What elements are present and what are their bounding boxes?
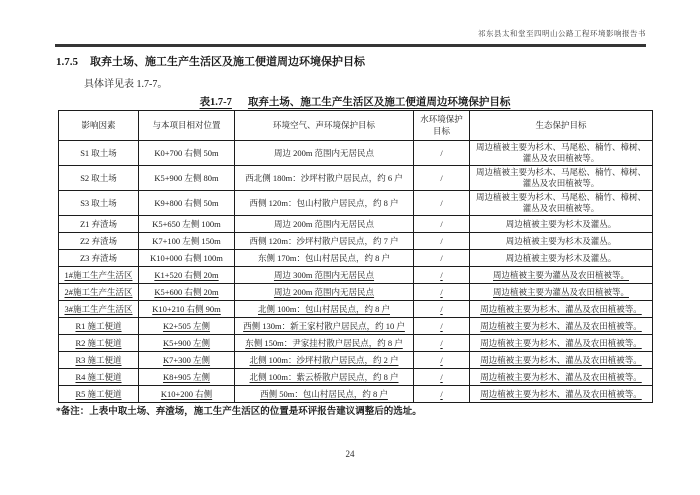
cell-air-noise: 周边 200m 范围内无居民点 <box>235 141 414 166</box>
cell-air-noise: 东侧 170m：包山村居民点，约 8 户 <box>235 250 414 267</box>
cell-air-noise: 西北侧 180m：沙坪村散户居民点，约 6 户 <box>235 166 414 191</box>
cell-factor: S3 取土场 <box>59 191 139 216</box>
table-row <box>59 318 653 335</box>
cell-air-noise: 周边 200m 范围内无居民点 <box>235 284 414 301</box>
cell-factor: S2 取土场 <box>59 166 139 191</box>
cell-ecology: 周边植被主要为杉木、灌丛及农田植被等。 <box>470 352 653 369</box>
cell-air-noise: 周边 200m 范围内无居民点 <box>235 216 414 233</box>
cell-position: K9+800 右侧 50m <box>139 191 235 216</box>
table-row <box>59 301 653 318</box>
cell-air-noise: 北侧 100m：沙坪村散户居民点，约 2 户 <box>235 352 414 369</box>
col-header-factor: 影响因素 <box>59 111 139 141</box>
cell-position: K5+650 左侧 100m <box>139 216 235 233</box>
protection-targets-table <box>58 110 653 403</box>
cell-ecology: 周边植被主要为杉木、灌丛及农田植被等。 <box>470 318 653 335</box>
cell-air-noise: 西侧 120m：沙坪村散户居民点，约 7 户 <box>235 233 414 250</box>
cell-ecology: 周边植被主要为杉木及灌丛。 <box>470 216 653 233</box>
cell-water: / <box>414 386 470 403</box>
cell-water: / <box>414 335 470 352</box>
cell-position: K5+900 左侧 <box>139 335 235 352</box>
table-caption-label: 表1.7-7 <box>199 97 232 108</box>
cell-ecology: 周边植被主要为杉木、灌丛及农田植被等。 <box>470 335 653 352</box>
cell-water: / <box>414 250 470 267</box>
cell-air-noise: 西侧 50m：包山村居民点，约 8 户 <box>235 386 414 403</box>
table-caption <box>58 94 652 109</box>
table-row <box>59 166 653 191</box>
cell-ecology: 周边植被主要为杉木、马尾松、楠竹、樟树、灌丛及农田植被等。 <box>470 166 653 191</box>
cell-water: / <box>414 141 470 166</box>
cell-factor: S1 取土场 <box>59 141 139 166</box>
cell-factor: R2 施工便道 <box>59 335 139 352</box>
cell-ecology: 周边植被主要为杉木、灌丛及农田植被等。 <box>470 369 653 386</box>
cell-factor: 3#施工生产生活区 <box>59 301 139 318</box>
cell-air-noise: 西侧 130m：新王家村散户居民点，约 10 户 <box>235 318 414 335</box>
cell-ecology: 周边植被主要为杉木及灌丛。 <box>470 250 653 267</box>
table-row <box>59 216 653 233</box>
cell-factor: Z2 弃渣场 <box>59 233 139 250</box>
cell-position: K8+905 左侧 <box>139 369 235 386</box>
cell-ecology: 周边植被主要为杉木、马尾松、楠竹、樟树、灌丛及农田植被等。 <box>470 141 653 166</box>
cell-factor: R5 施工便道 <box>59 386 139 403</box>
header-rule <box>55 44 646 47</box>
table-row <box>59 233 653 250</box>
section-number: 1.7.5 <box>56 56 78 68</box>
cell-water: / <box>414 216 470 233</box>
cell-factor: R1 施工便道 <box>59 318 139 335</box>
cell-water: / <box>414 267 470 284</box>
table-header-row <box>59 111 653 141</box>
cell-water: / <box>414 166 470 191</box>
cell-air-noise: 北侧 100m：紫云桥散户居民点，约 8 户 <box>235 369 414 386</box>
table-row <box>59 369 653 386</box>
table-row <box>59 284 653 301</box>
cell-position: K10+200 右侧 <box>139 386 235 403</box>
cell-water: / <box>414 284 470 301</box>
cell-position: K5+600 右侧 20m <box>139 284 235 301</box>
cell-position: K0+700 右侧 50m <box>139 141 235 166</box>
cell-ecology: 周边植被主要为灌丛及农田植被等。 <box>470 284 653 301</box>
running-head: 祁东县太和堂至四明山公路工程环境影响报告书 <box>478 29 646 38</box>
cell-factor: 1#施工生产生活区 <box>59 267 139 284</box>
cell-position: K7+300 左侧 <box>139 352 235 369</box>
cell-position: K2+505 左侧 <box>139 318 235 335</box>
cell-water: / <box>414 191 470 216</box>
col-header-air-noise: 环境空气、声环境保护目标 <box>235 111 414 141</box>
cell-ecology: 周边植被主要为杉木、灌丛及农田植被等。 <box>470 301 653 318</box>
table-row <box>59 191 653 216</box>
cell-water: / <box>414 352 470 369</box>
section-title: 取弃土场、施工生产生活区及施工便道周边环境保护目标 <box>90 56 365 68</box>
cell-water: / <box>414 301 470 318</box>
table-row <box>59 335 653 352</box>
cell-air-noise: 东侧 150m：尹家挂村散户居民点，约 8 户 <box>235 335 414 352</box>
table-row <box>59 141 653 166</box>
cell-air-noise: 北侧 100m：包山村居民点，约 8 户 <box>235 301 414 318</box>
page-number: 24 <box>345 449 355 459</box>
section-heading <box>56 53 365 69</box>
cell-air-noise: 西侧 120m：包山村散户居民点，约 8 户 <box>235 191 414 216</box>
col-header-ecology: 生态保护目标 <box>470 111 653 141</box>
cell-position: K1+520 右侧 20m <box>139 267 235 284</box>
table-row <box>59 386 653 403</box>
cell-factor: R4 施工便道 <box>59 369 139 386</box>
table-note: *备注：上表中取土场、弃渣场，施工生产生活区的位置是环评报告建议调整后的选址。 <box>56 407 422 417</box>
table-caption-title: 取弃土场、施工生产生活区及施工便道周边环境保护目标 <box>247 97 511 108</box>
table-row <box>59 267 653 284</box>
col-header-position: 与本项目相对位置 <box>139 111 235 141</box>
cell-factor: R3 施工便道 <box>59 352 139 369</box>
cell-ecology: 周边植被主要为杉木、灌丛及农田植被等。 <box>470 386 653 403</box>
cell-air-noise: 周边 300m 范围内无居民点 <box>235 267 414 284</box>
cell-position: K7+100 左侧 150m <box>139 233 235 250</box>
col-header-water: 水环境保护目标 <box>414 111 470 141</box>
intro-text: 具体详见表 1.7-7。 <box>84 79 168 90</box>
cell-position: K10+000 右侧 100m <box>139 250 235 267</box>
cell-water: / <box>414 233 470 250</box>
cell-factor: 2#施工生产生活区 <box>59 284 139 301</box>
cell-water: / <box>414 369 470 386</box>
cell-water: / <box>414 318 470 335</box>
cell-position: K10+210 右侧 90m <box>139 301 235 318</box>
cell-position: K5+900 左侧 80m <box>139 166 235 191</box>
table-row <box>59 250 653 267</box>
cell-ecology: 周边植被主要为杉木、马尾松、楠竹、樟树、灌丛及农田植被等。 <box>470 191 653 216</box>
cell-factor: Z1 弃渣场 <box>59 216 139 233</box>
cell-factor: Z3 弃渣场 <box>59 250 139 267</box>
cell-ecology: 周边植被主要为灌丛及农田植被等。 <box>470 267 653 284</box>
table-row <box>59 352 653 369</box>
cell-ecology: 周边植被主要为杉木及灌丛。 <box>470 233 653 250</box>
